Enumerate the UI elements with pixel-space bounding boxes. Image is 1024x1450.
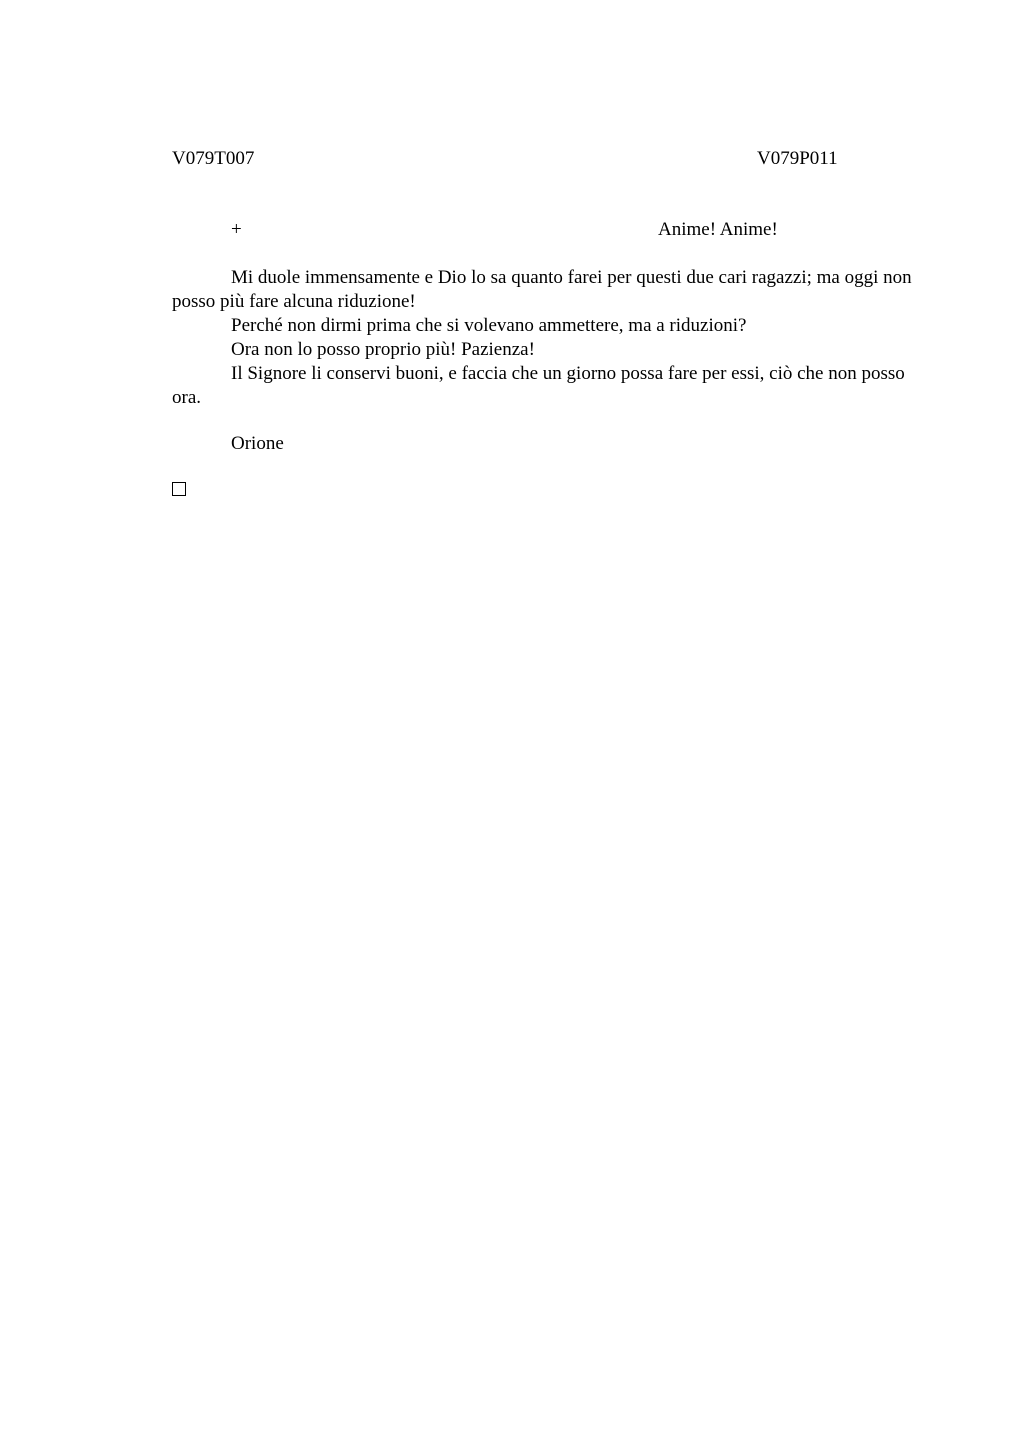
document-code-left: V079T007 xyxy=(172,148,255,169)
paragraph: Mi duole immensamente e Dio lo sa quanto farei per questi due cari ragazzi; ma oggi non posso più fare alcuna riduzione! xyxy=(172,267,912,312)
paragraph: Perché non dirmi prima che si volevano ammettere, ma a riduzioni? xyxy=(231,315,747,336)
motto: Anime! Anime! xyxy=(658,219,778,240)
document-code-right: V079P011 xyxy=(757,148,838,169)
paragraph: Ora non lo posso proprio più! Pazienza! xyxy=(231,339,535,360)
signature: Orione xyxy=(231,433,284,454)
end-box-icon xyxy=(172,482,186,496)
cross-symbol: + xyxy=(231,219,242,240)
paragraph: Il Signore li conservi buoni, e faccia che un giorno possa fare per essi, ciò che non posso ora. xyxy=(172,363,905,408)
letter-body xyxy=(172,266,917,410)
